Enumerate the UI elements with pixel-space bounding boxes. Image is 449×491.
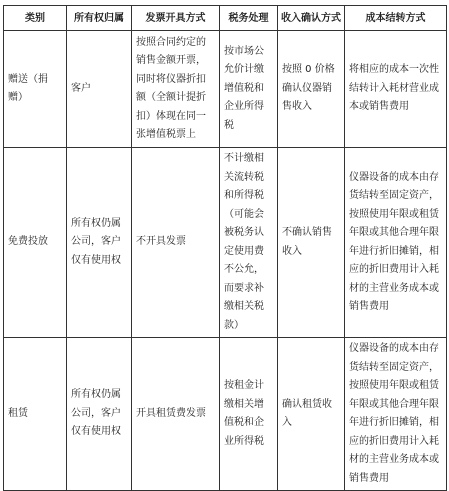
cell-revenue: 按照 0 价格确认仪器销售收入 [278, 31, 345, 148]
cell-category: 赠送（捐赠） [4, 31, 67, 148]
header-category: 类别 [4, 6, 67, 31]
cell-cost: 仪器设备的成本由存货结转至固定资产，按照使用年限或租赁年限或其他合理年限年进行折旧摊销，相应的折旧费用计入耗材的主营业务成本或销售费用 [345, 338, 447, 491]
cell-tax: 按市场公允价计缴增值税和企业所得税 [220, 31, 278, 148]
header-tax: 税务处理 [220, 6, 278, 31]
cell-revenue: 确认租赁收入 [278, 338, 345, 491]
cell-cost: 仪器设备的成本由存货结转至固定资产，按照使用年限或租赁年限或其他合理年限年进行折旧摊销，相应的折旧费用计入耗材的主营业务成本或销售费用 [345, 148, 447, 338]
cell-tax: 不计缴相关流转税和所得税（可能会被税务认定使用费不公允，而要求补缴相关税款） [220, 148, 278, 338]
header-cost: 成本结转方式 [345, 6, 447, 31]
table-header-row [4, 6, 447, 31]
table-row [4, 338, 447, 491]
table-row [4, 148, 447, 338]
cell-ownership: 所有权仍属公司，客户仅有使用权 [67, 338, 132, 491]
cell-invoice: 按照合同约定的销售金额开票，同时将仪器折扣额（全额计提折扣）体现在同一张增值税票上 [132, 31, 220, 148]
cell-ownership: 所有权仍属公司，客户仅有使用权 [67, 148, 132, 338]
cell-cost: 将相应的成本一次性结转计入耗材营业成本或销售费用 [345, 31, 447, 148]
cell-invoice: 不开具发票 [132, 148, 220, 338]
header-invoice: 发票开具方式 [132, 6, 220, 31]
header-ownership: 所有权归属 [67, 6, 132, 31]
cell-category: 免费投放 [4, 148, 67, 338]
cell-tax: 按租金计缴相关增值税和企业所得税 [220, 338, 278, 491]
header-revenue: 收入确认方式 [278, 6, 345, 31]
cell-category: 租赁 [4, 338, 67, 491]
cell-revenue: 不确认销售收入 [278, 148, 345, 338]
comparison-table [3, 5, 447, 491]
table-row [4, 31, 447, 148]
cell-ownership: 客户 [67, 31, 132, 148]
cell-invoice: 开具租赁费发票 [132, 338, 220, 491]
